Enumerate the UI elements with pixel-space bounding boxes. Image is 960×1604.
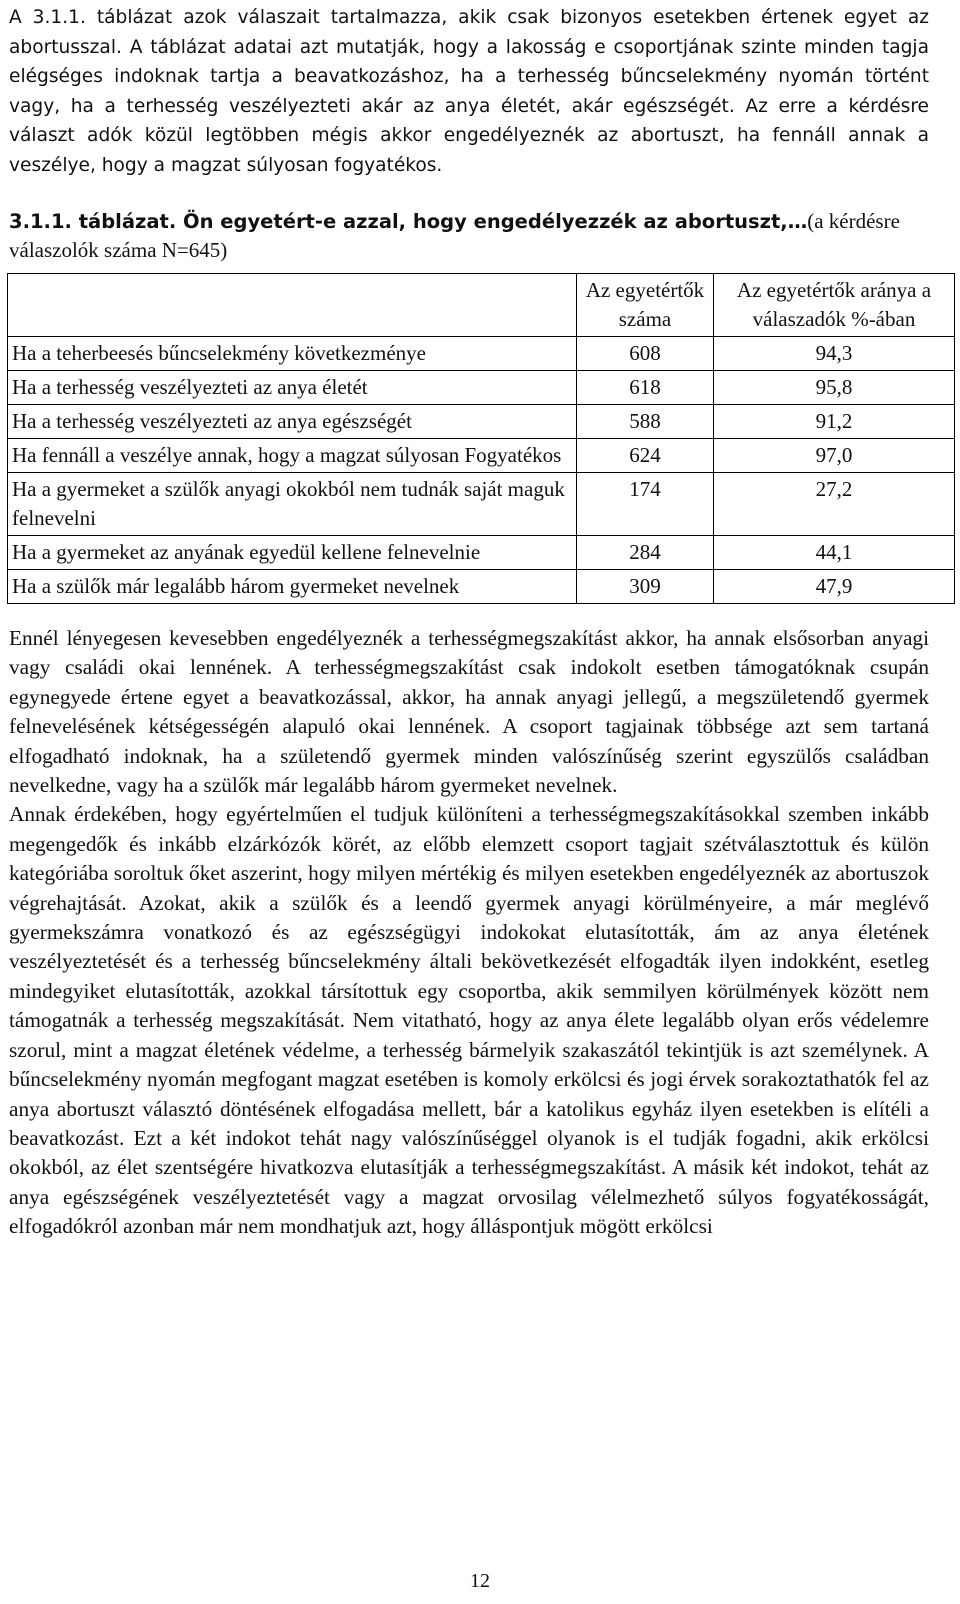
row-count: 588 (577, 405, 714, 439)
table-row (8, 439, 955, 473)
row-percent: 91,2 (714, 405, 955, 439)
header-cell-count: Az egyetértők száma (577, 274, 714, 337)
row-label: Ha a gyermeket a szülők anyagi okokból nem tudnák saját maguk felnevelni (8, 473, 577, 536)
body-text (9, 624, 929, 1242)
row-label: Ha a terhesség veszélyezteti az anya egészségét (8, 405, 577, 439)
intro-paragraph: A 3.1.1. táblázat azok válaszait tartalmazza, akik csak bizonyos esetekben értenek egyet az abortusszal. A táblázat adatai azt mutatják, hogy a lakosság e csoportjának szinte minden tagja elégséges indoknak tartja a beavatkozáshoz, ha a terhesség bűncselekmény nyomán történt vagy, ha a terhesség veszélyezteti akár az anya életét, akár egészségét. Az erre a kérdésre választ adók közül legtöbben mégis akkor engedélyeznék az abortuszt, ha fennáll annak a veszélye, hogy a magzat súlyosan fogyatékos. (9, 7, 929, 176)
row-label: Ha fennáll a veszélye annak, hogy a magzat súlyosan Fogyatékos (8, 439, 577, 473)
results-table (7, 273, 955, 604)
row-label: Ha a terhesség veszélyezteti az anya életét (8, 371, 577, 405)
table-row (8, 473, 955, 536)
table-row (8, 536, 955, 570)
row-count: 618 (577, 371, 714, 405)
header-cell-percent: Az egyetértők aránya a válaszadók %-ában (714, 274, 955, 337)
row-percent: 94,3 (714, 337, 955, 371)
header-cell-label (8, 274, 577, 337)
row-count: 309 (577, 570, 714, 604)
row-label: Ha a teherbeesés bűncselekmény következménye (8, 337, 577, 371)
table-caption-note: (a kérdésre válaszolók száma N=645) (9, 209, 900, 262)
table-header-row (8, 274, 955, 337)
table-row (8, 371, 955, 405)
row-percent: 97,0 (714, 439, 955, 473)
document-page (9, 0, 932, 1242)
table-caption (9, 207, 929, 264)
table-caption-title: 3.1.1. táblázat. Ön egyetért-e azzal, hogy engedélyezzék az abortuszt,… (9, 210, 808, 233)
row-percent: 47,9 (714, 570, 955, 604)
row-label: Ha a gyermeket az anyának egyedül kellene felnevelnie (8, 536, 577, 570)
body-paragraph: Annak érdekében, hogy egyértelműen el tudjuk különíteni a terhességmegszakításokkal szemben inkább megengedők és inkább elzárkózók körét, az előbb elemzett csoport tagjait szétválasztottuk és külön kategóriába soroltuk őket aszerint, hogy milyen mértékig és milyen esetekben engedélyeznék az abortuszok végrehajtását. Azokat, akik a szülők és a leendő gyermek anyagi körülményeire, a már meglévő gyermekszámra vonatkozó és az egészségügyi indokokat elutasították, ám az anya életének veszélyeztetését és a terhesség bűncselekmény általi bekövetkezését elfogadták ilyen indokként, esetleg mindegyiket elutasították, azokkal társítottuk egy csoportba, akik semmilyen körülmények között nem támogatnák a terhesség megszakítását. Nem vitatható, hogy az anya élete legalább olyan erős védelemre szorul, mint a magzat életének védelme, a terhesség bármelyik szakaszától tekintjük is azt személynek. A bűncselekmény nyomán megfogant magzat esetében is komoly erkölcsi és jogi érvek sorakoztathatók fel az anya abortuszt választó döntésének elfogadása mellett, bár a katolikus egyház ilyen esetekben is elítéli a beavatkozást. Ezt a két indokot tehát nagy valószínűséggel olyanok is el tudják fogadni, akik erkölcsi okokból, az élet szentségére hivatkozva elutasítják a terhességmegszakítást. A másik két indokot, tehát az anya egészségének veszélyeztetését vagy a magzat orvosilag vélelmezhető súlyos fogyatékosságát, elfogadókról azonban már nem mondhatjuk azt, hogy álláspontjuk mögött erkölcsi (9, 802, 929, 1239)
row-percent: 44,1 (714, 536, 955, 570)
row-percent: 27,2 (714, 473, 955, 536)
row-count: 624 (577, 439, 714, 473)
page-number: 12 (470, 1570, 490, 1592)
body-paragraph: Ennél lényegesen kevesebben engedélyeznék a terhességmegszakítást akkor, ha annak elsősorban anyagi vagy családi okai lennének. A terhességmegszakítást csak indokolt esetben támogatóknak csupán egynegyede értene egyet a beavatkozással, akkor, ha annak anyagi jellegű, a megszületendő gyermek felnevelésének kétségességén alapuló okai lennének. A csoport tagjainak többsége azt sem tartaná elfogadható indoknak, ha a születendő gyermek minden valószínűség szerint egyszülős családban nevelkedne, vagy ha a szülők már legalább három gyermeket nevelnek. (9, 626, 929, 798)
row-count: 608 (577, 337, 714, 371)
table-row (8, 337, 955, 371)
row-label: Ha a szülők már legalább három gyermeket nevelnek (8, 570, 577, 604)
table-row (8, 405, 955, 439)
table-row (8, 570, 955, 604)
row-percent: 95,8 (714, 371, 955, 405)
row-count: 284 (577, 536, 714, 570)
row-count: 174 (577, 473, 714, 536)
